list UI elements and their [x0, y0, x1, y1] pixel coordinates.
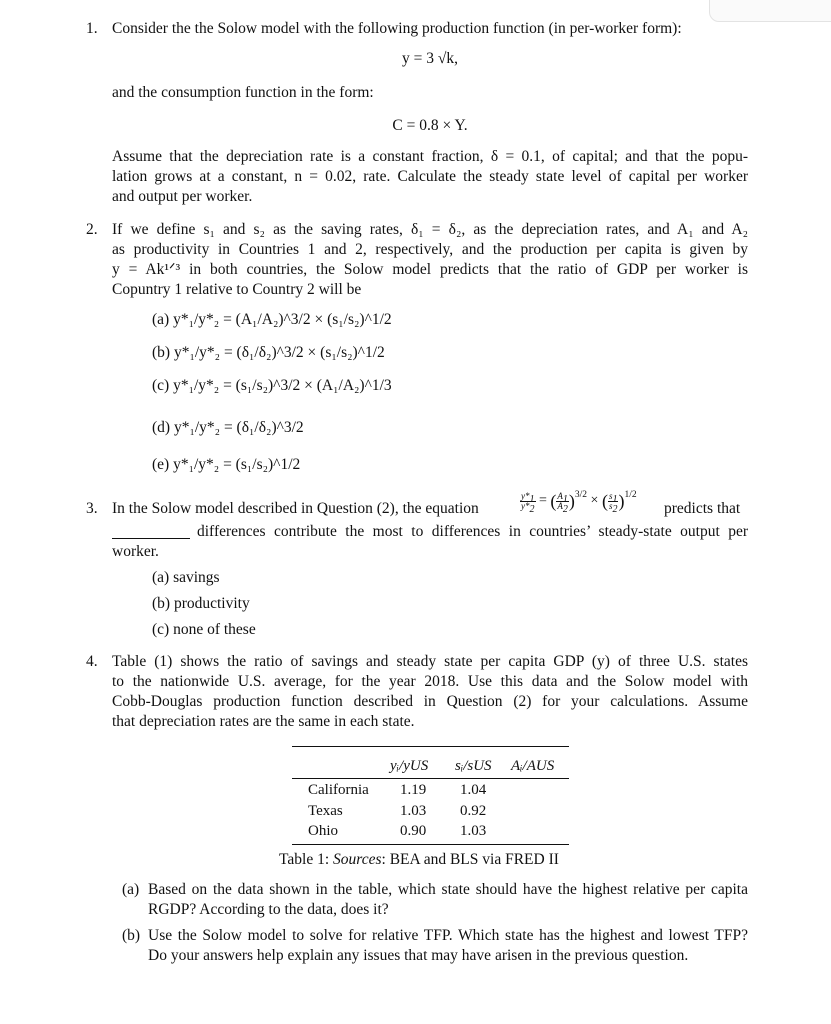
- q3-option-b-text: productivity: [173, 595, 250, 612]
- q2-option-d-formula: y*₁/y*₂ = (δ₁/δ₂)^3/2: [173, 419, 304, 436]
- q4-line-3: Cobb-Douglas production function described in Question (2) for your calculations. Assume: [112, 693, 748, 710]
- q2-option-b-label: (b): [152, 344, 171, 361]
- q2-option-c-formula: y*₁/y*₂ = (s₁/s₂)^3/2 × (A₁/A₂)^1/3: [173, 377, 392, 394]
- q3-line-2: differences contribute the most to differences in countries’ steady-state output per: [197, 523, 748, 540]
- table-row-2-s: 0.92: [460, 803, 487, 819]
- q2-option-a-formula: y*₁/y*₂ = (A₁/A₂)^3/2 × (s₁/s₂)^1/2: [173, 311, 392, 328]
- q3-inline-equation: $\frac{y*_1}{y*_2}$ = ( $\frac{A_1}{A_2}$ )$^{3/2}$ × ( $\frac{s_1}{s_2}$ )$^{1/2}$: [521, 490, 637, 515]
- q4a-label: (a): [122, 881, 140, 898]
- q1-production-equation: y = 3 √k,: [402, 50, 458, 67]
- q4a-line-1: Based on the data shown in the table, which state should have the highest relative per capita: [148, 881, 748, 898]
- q2-line-3: y = Ak¹ᐟ³ in both countries, the Solow model predicts that the ratio of GDP per worker is: [112, 261, 748, 278]
- q3-option-a-label: (a): [152, 569, 170, 586]
- q1-consumption-equation: C = 0.8 × Y.: [392, 117, 468, 134]
- q2-option-e-label: (e): [152, 456, 170, 473]
- q3-line-1-before: In the Solow model described in Question (2), the equation: [112, 500, 479, 517]
- table-row-3-state: Ohio: [308, 823, 338, 839]
- q2-option-e: [152, 453, 300, 477]
- table-row-1-y: 1.19: [400, 782, 427, 798]
- table-caption-rest: : BEA and BLS via FRED II: [381, 851, 559, 868]
- q2-line-2: as productivity in Countries 1 and 2, respectively, and the production per capita is given by: [112, 241, 748, 258]
- table-top-rule: [292, 746, 569, 747]
- q3-number: 3.: [86, 500, 98, 517]
- q1-assume-line-2: lation grows at a constant, n = 0.02, rate. Calculate the steady state level of capital per worker: [112, 168, 748, 185]
- q3-option-b-label: (b): [152, 595, 171, 612]
- table-row-2-state: Texas: [308, 803, 343, 819]
- table-header-y: yᵢ/yUS: [390, 758, 429, 774]
- q2-number: 2.: [86, 221, 98, 238]
- q3-option-b: [152, 594, 250, 614]
- q2-option-a-label: (a): [152, 311, 170, 328]
- q3-option-c-text: none of these: [173, 621, 256, 638]
- q4b-line-2: Do your answers help explain any issues that may have arisen in the previous question.: [148, 947, 689, 964]
- q2-option-e-formula: y*₁/y*₂ = (s₁/s₂)^1/2: [173, 456, 301, 473]
- q3-option-c: [152, 620, 256, 640]
- table-header-a: Aᵢ/AUS: [511, 758, 555, 774]
- q2-option-d: [152, 416, 304, 440]
- q3-option-a-text: savings: [173, 569, 220, 586]
- q1-assume-line-1: Assume that the depreciation rate is a constant fraction, δ = 0.1, of capital; and that the popu-: [112, 148, 748, 165]
- q3-option-a: [152, 568, 220, 588]
- q4-line-2: to the nationwide U.S. average, for the year 2018. Use this data and the Solow model with: [112, 673, 748, 690]
- q2-option-c: [152, 374, 392, 398]
- table-header-s: sᵢ/sUS: [455, 758, 492, 774]
- q2-option-b-formula: y*₁/y*₂ = (δ₁/δ₂)^3/2 × (s₁/s₂)^1/2: [173, 344, 385, 361]
- q1-assume-line-3: and output per worker.: [112, 188, 253, 205]
- table-header-rule: [292, 778, 569, 779]
- q3-line-1-after: predicts that: [664, 500, 741, 517]
- table-row-3-y: 0.90: [400, 823, 427, 839]
- table-row-1-s: 1.04: [460, 782, 487, 798]
- table-row-2-y: 1.03: [400, 803, 427, 819]
- q4a-line-2: RGDP? According to the data, does it?: [148, 901, 389, 918]
- q2-line-4: Copuntry 1 relative to Country 2 will be: [112, 281, 362, 298]
- table-caption-prefix: Table 1:: [279, 851, 334, 868]
- q3-option-c-label: (c): [152, 621, 170, 638]
- q1-intro: Consider the the Solow model with the following production function (in per-worker form):: [112, 20, 682, 37]
- q2-option-d-label: (d): [152, 419, 171, 436]
- table-row-1-state: California: [308, 782, 369, 798]
- q4-line-1: Table (1) shows the ratio of savings and steady state per capita GDP (y) of three U.S. states: [112, 653, 748, 670]
- q4b-label: (b): [122, 927, 141, 944]
- q4-line-4: that depreciation rates are the same in each state.: [112, 713, 415, 730]
- q3-line-3: worker.: [112, 543, 159, 560]
- q2-option-a: [152, 308, 392, 332]
- q2-line-1: If we define s₁ and s₂ as the saving rates, δ₁ = δ₂, as the depreciation rates, and A₁ and A₂: [112, 221, 748, 238]
- table-caption: [279, 850, 559, 870]
- table-bottom-rule: [292, 844, 569, 845]
- table-row-3-s: 1.03: [460, 823, 487, 839]
- q3-blank-line: [112, 538, 190, 539]
- table-caption-italic: Sources: [333, 851, 382, 868]
- q4-number: 4.: [86, 653, 98, 670]
- q1-number: 1.: [86, 20, 98, 37]
- q2-option-c-label: (c): [152, 377, 170, 394]
- q1-consumption-intro: and the consumption function in the form:: [112, 84, 374, 101]
- q2-option-b: [152, 341, 385, 365]
- q4b-line-1: Use the Solow model to solve for relative TFP. Which state has the highest and lowest TFP?: [148, 927, 748, 944]
